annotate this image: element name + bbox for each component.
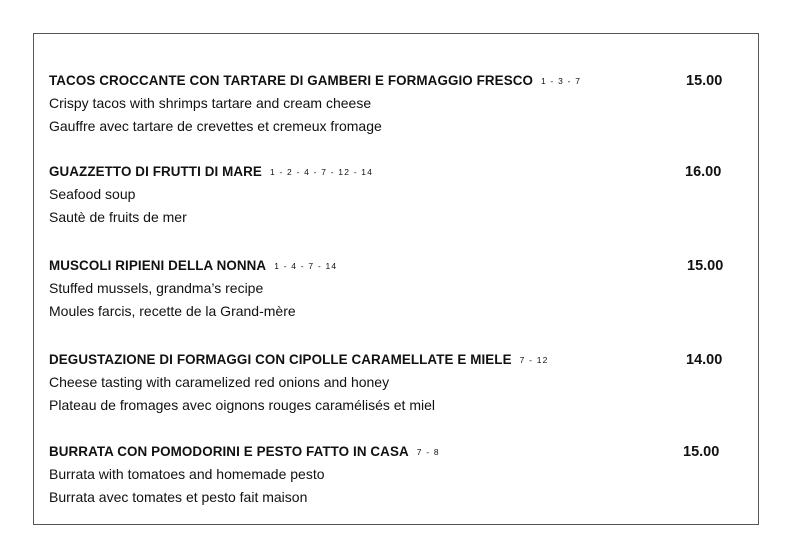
menu-item-title-line bbox=[49, 255, 749, 277]
menu-item bbox=[49, 441, 749, 509]
dish-title: GUAZZETTO DI FRUTTI DI MARE bbox=[49, 164, 262, 179]
menu-item bbox=[49, 161, 749, 229]
description-english: Burrata with tomatoes and homemade pesto bbox=[49, 466, 325, 482]
menu-item bbox=[49, 349, 749, 417]
allergen-codes: 7 - 8 bbox=[416, 447, 440, 457]
allergen-codes: 7 - 12 bbox=[519, 355, 549, 365]
allergen-codes: 1 - 3 - 7 bbox=[541, 76, 582, 86]
menu-frame bbox=[33, 33, 759, 525]
dish-title: MUSCOLI RIPIENI DELLA NONNA bbox=[49, 258, 267, 273]
description-english: Cheese tasting with caramelized red onions and honey bbox=[49, 374, 390, 390]
menu-item-title-line bbox=[49, 70, 749, 92]
description-french: Moules farcis, recette de la Grand-mère bbox=[49, 303, 296, 319]
dish-title: BURRATA CON POMODORINI E PESTO FATTO IN CASA bbox=[49, 444, 409, 459]
menu-item-title-line bbox=[49, 349, 749, 371]
description-french: Plateau de fromages avec oignons rouges caramélisés et miel bbox=[49, 397, 435, 413]
menu-item bbox=[49, 255, 749, 323]
dish-price: 16.00 bbox=[685, 164, 722, 180]
menu-item bbox=[49, 70, 749, 138]
dish-title: TACOS CROCCANTE CON TARTARE DI GAMBERI E FORMAGGIO FRESCO bbox=[49, 73, 534, 88]
dish-price: 14.00 bbox=[686, 352, 723, 368]
menu-item-title-line bbox=[49, 161, 749, 183]
description-french: Burrata avec tomates et pesto fait maison bbox=[49, 489, 308, 505]
dish-price: 15.00 bbox=[686, 73, 723, 89]
allergen-codes: 1 - 2 - 4 - 7 - 12 - 14 bbox=[269, 167, 374, 177]
description-french: Gauffre avec tartare de crevettes et cremeux fromage bbox=[49, 118, 382, 134]
dish-price: 15.00 bbox=[687, 258, 724, 274]
dish-title: DEGUSTAZIONE DI FORMAGGI CON CIPOLLE CARAMELLATE E MIELE bbox=[49, 352, 512, 367]
menu-item-title-line bbox=[49, 441, 749, 463]
description-english: Stuffed mussels, grandma’s recipe bbox=[49, 280, 264, 296]
dish-price: 15.00 bbox=[683, 444, 720, 460]
description-english: Seafood soup bbox=[49, 186, 136, 202]
description-french: Sautè de fruits de mer bbox=[49, 209, 187, 225]
allergen-codes: 1 - 4 - 7 - 14 bbox=[274, 261, 338, 271]
description-english: Crispy tacos with shrimps tartare and cream cheese bbox=[49, 95, 372, 111]
